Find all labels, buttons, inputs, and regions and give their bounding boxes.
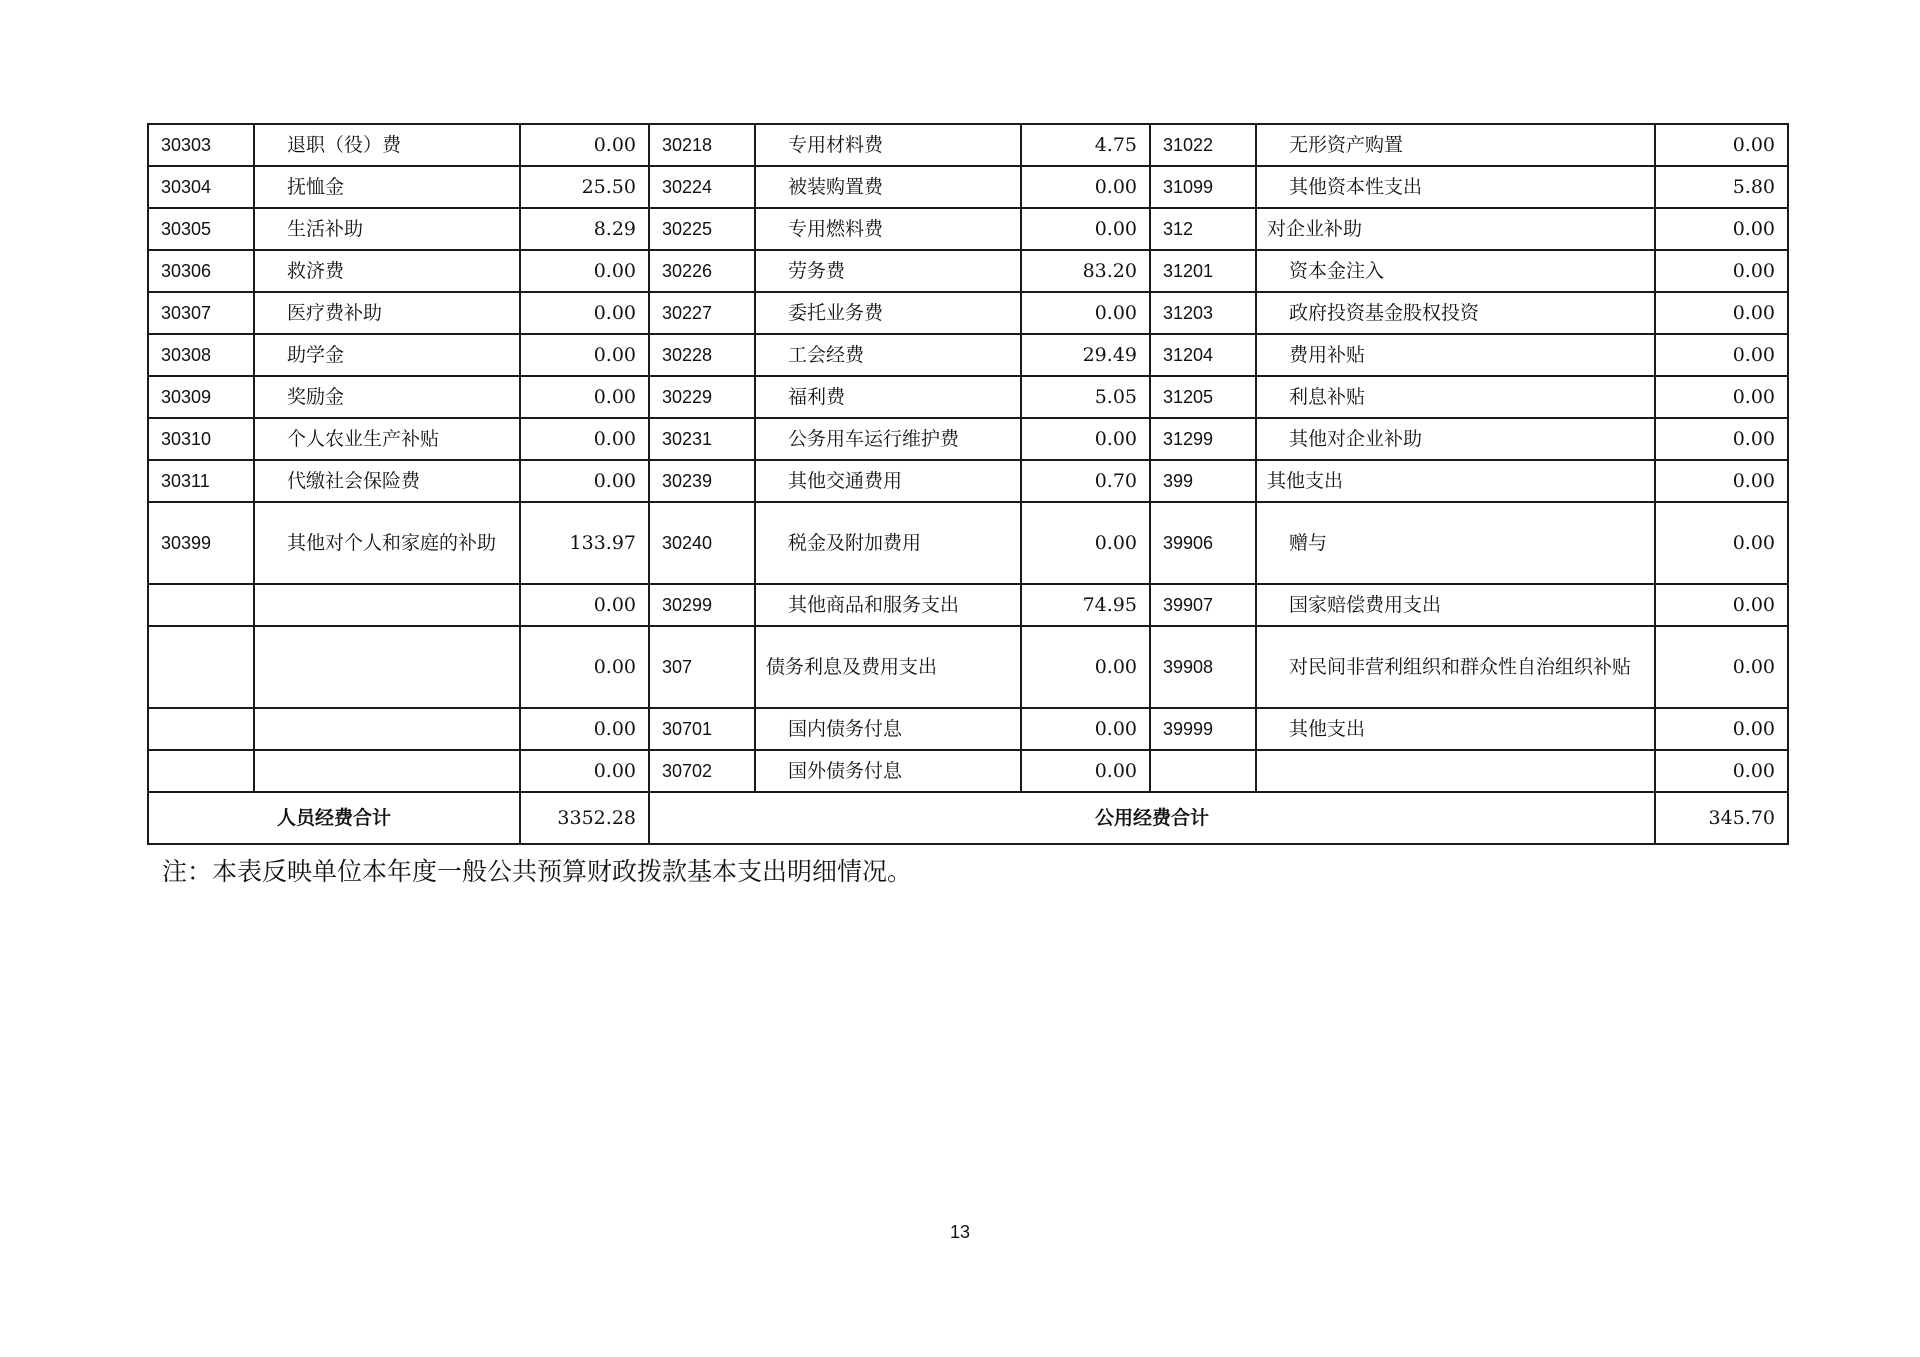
item-code-other: 399: [1150, 460, 1256, 502]
item-amount-goods-services: 0.00: [1021, 166, 1150, 208]
item-code-goods-services: 307: [649, 626, 755, 708]
table-row: [148, 584, 1788, 626]
item-amount-personnel: 0.00: [520, 584, 649, 626]
item-code-other: 31205: [1150, 376, 1256, 418]
item-code-other: 31099: [1150, 166, 1256, 208]
item-amount-goods-services: 0.00: [1021, 208, 1150, 250]
table-row: [148, 418, 1788, 460]
item-name-goods-services: 工会经费: [755, 334, 1021, 376]
item-code-other: 312: [1150, 208, 1256, 250]
item-name-other: 费用补贴: [1256, 334, 1655, 376]
page-number: 13: [949, 1222, 971, 1242]
item-name-goods-services: 被装购置费: [755, 166, 1021, 208]
item-code-personnel: [148, 750, 254, 792]
item-name-goods-services: 福利费: [755, 376, 1021, 418]
item-code-other: 31299: [1150, 418, 1256, 460]
item-name-goods-services: 税金及附加费用: [755, 502, 1021, 584]
item-name-other: 对企业补助: [1256, 208, 1655, 250]
item-name-goods-services: 其他商品和服务支出: [755, 584, 1021, 626]
item-amount-personnel: 0.00: [520, 708, 649, 750]
item-code-goods-services: 30239: [649, 460, 755, 502]
table-row: [148, 250, 1788, 292]
table-footnote: 注：本表反映单位本年度一般公共预算财政拨款基本支出明细情况。: [162, 857, 913, 886]
item-amount-other: 0.00: [1655, 250, 1788, 292]
item-code-other: 39999: [1150, 708, 1256, 750]
table-row: [148, 376, 1788, 418]
item-name-other: 政府投资基金股权投资: [1256, 292, 1655, 334]
item-amount-goods-services: 5.05: [1021, 376, 1150, 418]
table-row: [148, 460, 1788, 502]
item-name-personnel: 奖励金: [254, 376, 520, 418]
item-amount-personnel: 0.00: [520, 292, 649, 334]
item-amount-goods-services: 0.00: [1021, 626, 1150, 708]
item-amount-other: 0.00: [1655, 418, 1788, 460]
item-name-other: 国家赔偿费用支出: [1256, 584, 1655, 626]
item-name-other: 其他资本性支出: [1256, 166, 1655, 208]
item-name-goods-services: 委托业务费: [755, 292, 1021, 334]
item-code-personnel: 30309: [148, 376, 254, 418]
item-name-personnel: 救济费: [254, 250, 520, 292]
item-amount-goods-services: 0.00: [1021, 292, 1150, 334]
item-amount-goods-services: 0.00: [1021, 750, 1150, 792]
item-name-other: 资本金注入: [1256, 250, 1655, 292]
item-name-other: 其他对企业补助: [1256, 418, 1655, 460]
item-name-goods-services: 国外债务付息: [755, 750, 1021, 792]
item-name-personnel: 个人农业生产补贴: [254, 418, 520, 460]
item-amount-other: 0.00: [1655, 626, 1788, 708]
item-amount-personnel: 0.00: [520, 750, 649, 792]
item-code-goods-services: 30218: [649, 124, 755, 166]
item-code-goods-services: 30226: [649, 250, 755, 292]
table-row: [148, 502, 1788, 584]
item-amount-other: 0.00: [1655, 292, 1788, 334]
item-name-personnel: [254, 584, 520, 626]
item-name-other: 对民间非营利组织和群众性自治组织补贴: [1256, 626, 1655, 708]
table-row: [148, 292, 1788, 334]
item-name-personnel: [254, 708, 520, 750]
item-code-goods-services: 30299: [649, 584, 755, 626]
item-amount-other: 0.00: [1655, 502, 1788, 584]
item-amount-other: 0.00: [1655, 460, 1788, 502]
item-amount-personnel: 8.29: [520, 208, 649, 250]
item-code-personnel: [148, 708, 254, 750]
item-code-goods-services: 30701: [649, 708, 755, 750]
item-amount-goods-services: 0.00: [1021, 708, 1150, 750]
item-code-goods-services: 30702: [649, 750, 755, 792]
item-code-personnel: 30306: [148, 250, 254, 292]
item-amount-goods-services: 0.00: [1021, 502, 1150, 584]
table-row: [148, 334, 1788, 376]
item-code-personnel: 30311: [148, 460, 254, 502]
item-amount-goods-services: 0.70: [1021, 460, 1150, 502]
personnel-total-label: 人员经费合计: [148, 792, 520, 844]
table-row: [148, 208, 1788, 250]
item-amount-personnel: 0.00: [520, 124, 649, 166]
table-body: [148, 124, 1788, 792]
item-amount-personnel: 133.97: [520, 502, 649, 584]
table-row: [148, 166, 1788, 208]
item-code-personnel: 30399: [148, 502, 254, 584]
item-amount-personnel: 0.00: [520, 334, 649, 376]
item-code-other: 39906: [1150, 502, 1256, 584]
item-name-other: 赠与: [1256, 502, 1655, 584]
item-code-personnel: 30310: [148, 418, 254, 460]
item-code-personnel: [148, 626, 254, 708]
item-code-personnel: 30307: [148, 292, 254, 334]
item-name-goods-services: 国内债务付息: [755, 708, 1021, 750]
public-total-value: 345.70: [1655, 792, 1788, 844]
item-amount-other: 0.00: [1655, 750, 1788, 792]
item-amount-personnel: 0.00: [520, 376, 649, 418]
item-amount-goods-services: 4.75: [1021, 124, 1150, 166]
item-code-other: [1150, 750, 1256, 792]
item-code-goods-services: 30229: [649, 376, 755, 418]
item-name-other: 无形资产购置: [1256, 124, 1655, 166]
item-amount-personnel: 0.00: [520, 250, 649, 292]
item-name-goods-services: 公务用车运行维护费: [755, 418, 1021, 460]
item-code-other: 39908: [1150, 626, 1256, 708]
item-amount-personnel: 0.00: [520, 418, 649, 460]
item-amount-other: 0.00: [1655, 124, 1788, 166]
item-name-other: 其他支出: [1256, 460, 1655, 502]
item-code-goods-services: 30228: [649, 334, 755, 376]
item-name-other: [1256, 750, 1655, 792]
table-row: [148, 750, 1788, 792]
item-code-personnel: 30305: [148, 208, 254, 250]
totals-section: [148, 792, 1788, 844]
item-amount-other: 0.00: [1655, 208, 1788, 250]
item-name-personnel: [254, 626, 520, 708]
item-amount-other: 0.00: [1655, 708, 1788, 750]
item-name-goods-services: 债务利息及费用支出: [755, 626, 1021, 708]
item-amount-goods-services: 0.00: [1021, 418, 1150, 460]
public-total-label: 公用经费合计: [649, 792, 1655, 844]
item-code-goods-services: 30224: [649, 166, 755, 208]
expenditure-detail-table: [147, 123, 1789, 845]
item-code-goods-services: 30227: [649, 292, 755, 334]
table-row: [148, 626, 1788, 708]
item-name-personnel: 其他对个人和家庭的补助: [254, 502, 520, 584]
totals-row: [148, 792, 1788, 844]
item-code-personnel: 30308: [148, 334, 254, 376]
item-amount-other: 0.00: [1655, 376, 1788, 418]
item-code-other: 39907: [1150, 584, 1256, 626]
item-code-other: 31204: [1150, 334, 1256, 376]
item-name-other: 其他支出: [1256, 708, 1655, 750]
item-amount-goods-services: 74.95: [1021, 584, 1150, 626]
item-code-goods-services: 30240: [649, 502, 755, 584]
item-amount-other: 0.00: [1655, 334, 1788, 376]
item-amount-personnel: 25.50: [520, 166, 649, 208]
item-code-personnel: [148, 584, 254, 626]
item-name-personnel: 医疗费补助: [254, 292, 520, 334]
item-code-goods-services: 30225: [649, 208, 755, 250]
item-code-other: 31203: [1150, 292, 1256, 334]
item-code-personnel: 30304: [148, 166, 254, 208]
item-amount-other: 0.00: [1655, 584, 1788, 626]
item-name-personnel: 退职（役）费: [254, 124, 520, 166]
item-name-other: 利息补贴: [1256, 376, 1655, 418]
item-code-personnel: 30303: [148, 124, 254, 166]
item-code-other: 31022: [1150, 124, 1256, 166]
personnel-total-value: 3352.28: [520, 792, 649, 844]
item-name-goods-services: 专用材料费: [755, 124, 1021, 166]
item-code-other: 31201: [1150, 250, 1256, 292]
item-name-personnel: 生活补助: [254, 208, 520, 250]
item-code-goods-services: 30231: [649, 418, 755, 460]
item-name-goods-services: 劳务费: [755, 250, 1021, 292]
item-name-personnel: 代缴社会保险费: [254, 460, 520, 502]
item-name-personnel: 抚恤金: [254, 166, 520, 208]
item-amount-personnel: 0.00: [520, 626, 649, 708]
item-amount-other: 5.80: [1655, 166, 1788, 208]
item-amount-goods-services: 29.49: [1021, 334, 1150, 376]
item-name-goods-services: 专用燃料费: [755, 208, 1021, 250]
item-name-goods-services: 其他交通费用: [755, 460, 1021, 502]
item-amount-personnel: 0.00: [520, 460, 649, 502]
table-row: [148, 124, 1788, 166]
table-row: [148, 708, 1788, 750]
item-amount-goods-services: 83.20: [1021, 250, 1150, 292]
item-name-personnel: [254, 750, 520, 792]
item-name-personnel: 助学金: [254, 334, 520, 376]
